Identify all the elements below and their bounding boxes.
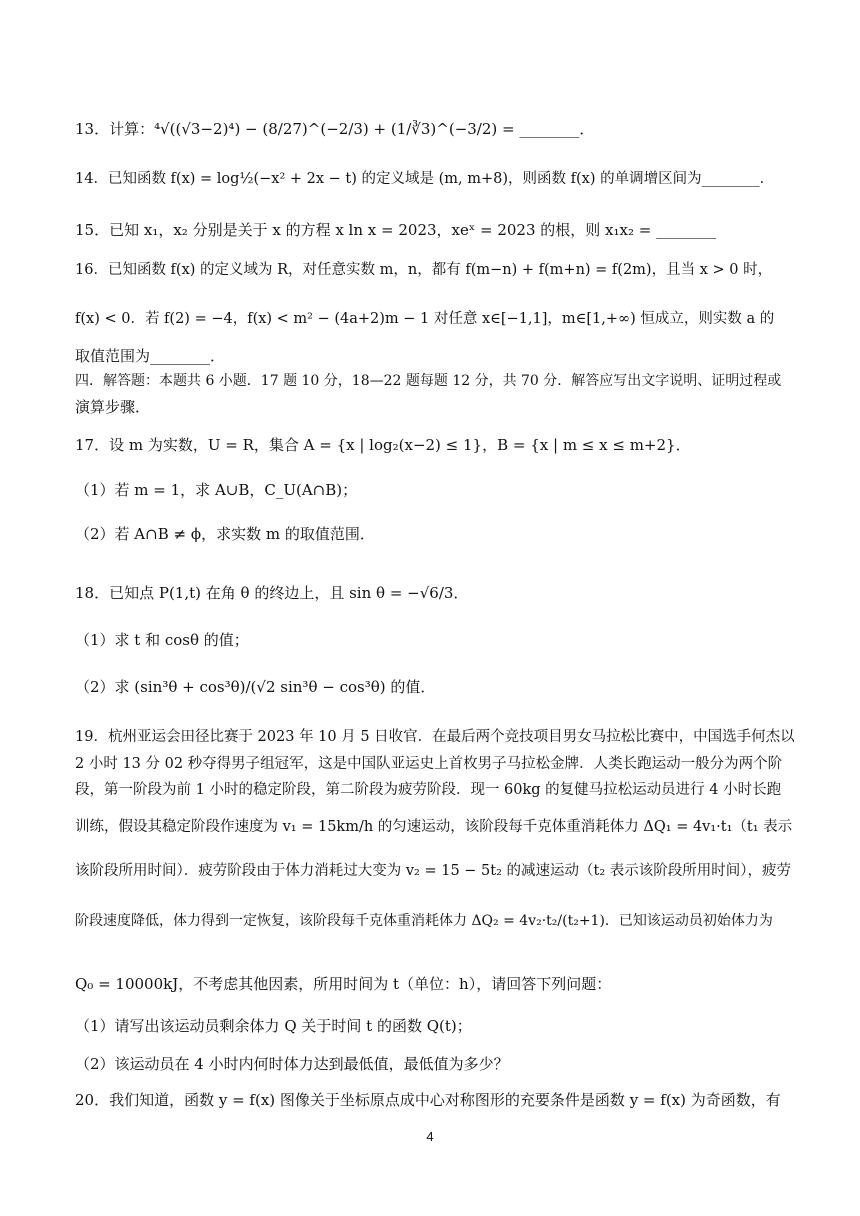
section-4-heading-line-1: 四．解答题：本题共 6 小题．17 题 10 分，18—22 题每题 12 分，共 70 分．解答应写出文字说明、证明过程或: [75, 373, 782, 389]
question-13: 13．计算：⁴√((√3−2)⁴) − (8/27)^(−2/3) + (1/∛3)^(−3/2) = ________．: [75, 120, 595, 138]
question-16-line-3: 取值范围为________．: [75, 347, 226, 365]
question-18-part-2: （2）求 (sin³θ + cos³θ)/(√2 sin³θ − cos³θ) 的值．: [75, 678, 436, 696]
question-17-part-1: （1）若 m = 1，求 A∪B，C_U(A∩B)；: [75, 481, 358, 499]
question-16-line-1: 16．已知函数 f(x) 的定义域为 R，对任意实数 m，n，都有 f(m−n) + f(m+n) = f(2m)，且当 x > 0 时，: [75, 262, 773, 278]
question-18: 18．已知点 P(1,t) 在角 θ 的终边上，且 sin θ = −√6/3．: [75, 584, 469, 602]
question-19-line-3: 段，第一阶段为前 1 小时的稳定阶段，第二阶段为疲劳阶段．现一 60kg 的复健马拉松运动员进行 4 小时长跑: [75, 782, 782, 798]
question-19-line-1: 19．杭州亚运会田径比赛于 2023 年 10 月 5 日收官．在最后两个竞技项目男女马拉松比赛中，中国选手何杰以: [75, 729, 795, 745]
question-16-line-2: f(x) < 0．若 f(2) = −4，f(x) < m² − (4a+2)m − 1 对任意 x∈[−1,1]，m∈[1,+∞) 恒成立，则实数 a 的: [75, 311, 775, 327]
question-15: 15．已知 x₁，x₂ 分别是关于 x 的方程 x ln x = 2023，xeˣ = 2023 的根，则 x₁x₂ = ________: [75, 221, 717, 239]
question-20-line-1: 20．我们知道，函数 y = f(x) 图像关于坐标原点成中心对称图形的充要条件是函数 y = f(x) 为奇函数，有: [75, 1091, 781, 1109]
question-19-line-6: 阶段速度降低，体力得到一定恢复，该阶段每千克体重消耗体力 ΔQ₂ = 4v₂·t₂/(t₂+1)．已知该运动员初始体力为: [75, 913, 773, 929]
question-17-part-2: （2）若 A∩B ≠ ϕ，求实数 m 的取值范围．: [75, 525, 375, 543]
section-4-heading-line-2: 演算步骤．: [75, 398, 151, 416]
question-19-line-5: 该阶段所用时间）．疲劳阶段由于体力消耗过大变为 v₂ = 15 − 5t₂ 的减速运动（t₂ 表示该阶段所用时间），疲劳: [75, 863, 792, 879]
question-19-line-4: 训练，假设其稳定阶段作速度为 v₁ = 15km/h 的匀速运动，该阶段每千克体重消耗体力 ΔQ₁ = 4v₁·t₁（t₁ 表示: [75, 819, 793, 835]
question-19-line-2: 2 小时 13 分 02 秒夺得男子组冠军，这是中国队亚运史上首枚男子马拉松金牌．人类长跑运动一般分为两个阶: [75, 756, 783, 772]
question-18-part-1: （1）求 t 和 cosθ 的值；: [75, 631, 249, 649]
question-19-sub-1: （1）请写出该运动员剩余体力 Q 关于时间 t 的函数 Q(t)；: [75, 1017, 472, 1035]
question-19-sub-2: （2）该运动员在 4 小时内何时体力达到最低值，最低值为多少？: [75, 1055, 509, 1073]
question-17: 17．设 m 为实数，U = R，集合 A = {x | log₂(x−2) ≤ 1}，B = {x | m ≤ x ≤ m+2}．: [75, 436, 691, 454]
question-14: 14．已知函数 f(x) = log½(−x² + 2x − t) 的定义域是 (m, m+8)，则函数 f(x) 的单调增区间为________．: [75, 171, 775, 187]
question-19-line-7: Q₀ = 10000kJ，不考虑其他因素，所用时间为 t（单位：h），请回答下列问题：: [75, 975, 612, 993]
page-number: 4: [426, 1129, 434, 1144]
